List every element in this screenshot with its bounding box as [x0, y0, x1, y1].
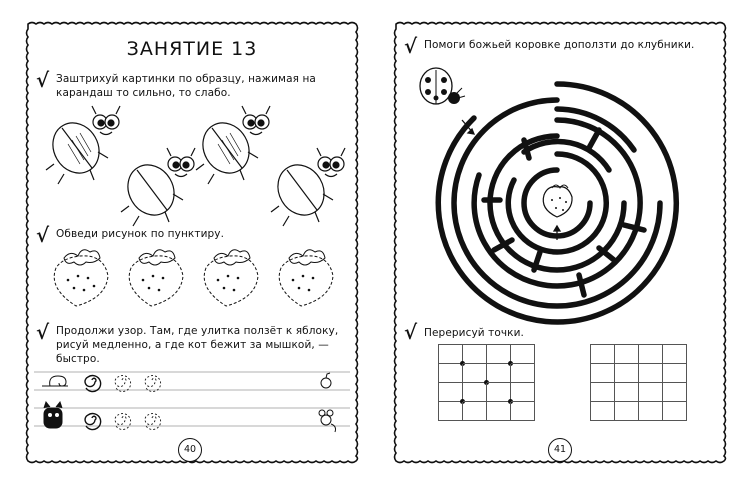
page-number: 40	[178, 438, 202, 462]
grid-cell	[487, 364, 511, 383]
grid-cell[interactable]	[663, 402, 687, 421]
grid-cell	[463, 402, 487, 421]
maze-icon	[434, 80, 680, 326]
grid-cell	[439, 383, 463, 402]
grid-cell[interactable]	[591, 383, 615, 402]
grid-cell	[463, 383, 487, 402]
apple-icon	[321, 373, 331, 388]
grid-cell	[511, 345, 535, 364]
task-check-mark: √	[404, 320, 418, 344]
task-text-shade: Заштрихуй картинки по образцу, нажимая на карандаш то сильно, то слабо.	[56, 73, 316, 99]
grid-cell	[487, 402, 511, 421]
grid-cell	[511, 383, 535, 402]
grid-cell[interactable]	[663, 364, 687, 383]
pattern-rows	[34, 368, 350, 440]
lesson-title: ЗАНЯТИЕ 13	[126, 38, 258, 60]
grid-cell[interactable]	[615, 364, 639, 383]
grid-cell[interactable]	[591, 345, 615, 364]
strawberry-icon	[543, 185, 572, 217]
grid-cell[interactable]	[591, 402, 615, 421]
grid-cell[interactable]	[639, 402, 663, 421]
grid-cell	[439, 345, 463, 364]
grid-cell	[487, 383, 511, 402]
task-text-trace: Обведи рисунок по пунктиру.	[56, 228, 225, 240]
grid-cell	[439, 402, 463, 421]
grid-cell	[463, 364, 487, 383]
grid-cell[interactable]	[591, 364, 615, 383]
strawberry-icon	[46, 248, 346, 310]
task-text-dots: Перерисуй точки.	[424, 327, 524, 339]
dot-grid-sample	[438, 344, 535, 421]
grid-cell[interactable]	[615, 383, 639, 402]
left-page	[24, 20, 360, 465]
task-check-mark: √	[36, 320, 50, 344]
task-check-mark: √	[36, 223, 50, 247]
task-check-mark: √	[404, 34, 418, 58]
grid-cell[interactable]	[615, 402, 639, 421]
grid-cell[interactable]	[639, 345, 663, 364]
grid-cell	[439, 364, 463, 383]
grid-cell[interactable]	[663, 345, 687, 364]
grid-cell[interactable]	[615, 345, 639, 364]
snail-icon	[42, 376, 68, 386]
beetle-icon	[46, 108, 346, 228]
task-check-mark: √	[36, 68, 50, 92]
grid-cell[interactable]	[639, 383, 663, 402]
cat-icon	[44, 402, 62, 428]
grid-cell	[511, 402, 535, 421]
dot-grid-blank[interactable]	[590, 344, 687, 421]
mouse-icon	[319, 410, 336, 432]
grid-cell[interactable]	[663, 383, 687, 402]
grid-cell	[463, 345, 487, 364]
grid-cell	[487, 345, 511, 364]
spiral-icon	[85, 376, 101, 430]
grid-cell	[511, 364, 535, 383]
grid-cell[interactable]	[639, 364, 663, 383]
page-number: 41	[548, 438, 572, 462]
task-text-pattern: Продолжи узор. Там, где улитка ползёт к яблоку, рисуй медленно, а где кот бежит за мышкой, — быстро.	[56, 325, 339, 365]
right-page	[392, 20, 728, 465]
task-text-maze: Помоги божьей коровке доползти до клубники.	[424, 39, 695, 51]
